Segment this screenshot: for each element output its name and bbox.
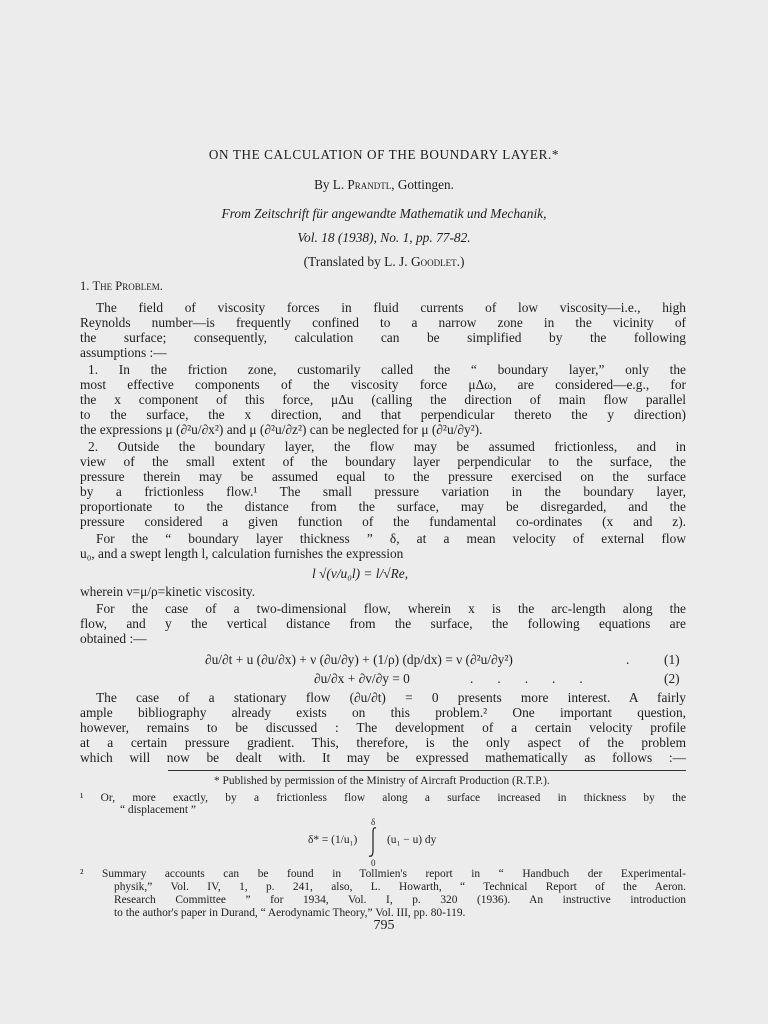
translated-prefix: (Translated by L. J. <box>303 254 408 269</box>
p3-line-2: view of the small extent of the boundary layer perpendicular to the surface, the <box>80 454 686 469</box>
p6-line-3: obtained :— <box>80 631 147 646</box>
integral-lower-limit: 0 <box>371 858 376 868</box>
equation-2-leader-dots: ..... <box>470 671 607 686</box>
p2-line-5: the expressions μ (∂²u/∂x²) and μ (∂²u/∂z²) can be neglected for μ (∂²u/∂y²). <box>80 422 483 437</box>
footnote-rule <box>168 770 686 771</box>
author-byline <box>0 177 768 193</box>
equation-1-number: (1) <box>664 652 680 667</box>
p4-line-2: u₀, and a swept length l, calculation furnishes the expression <box>80 546 404 561</box>
equation-1-dot: . <box>626 652 630 667</box>
byline-prefix: By L. <box>314 177 345 192</box>
source-line-1: From Zeitschrift für angewandte Mathematik und Mechanik, <box>221 206 547 221</box>
article-title: ON THE CALCULATION OF THE BOUNDARY LAYER.* <box>208 147 560 162</box>
p3-line-6: pressure considered a given function of the fundamental co-ordinates (x and z). <box>80 514 686 529</box>
p1-line-1: The field of viscosity forces in fluid currents of low viscosity—i.e., high <box>96 300 686 315</box>
p2-line-3: the x component of this force, μΔu (calling the direction of main flow parallel <box>80 392 686 407</box>
reynolds-expression: l √(ν/u₀l) = l/√Re, <box>312 566 409 581</box>
footnote-2-line-4: to the author's paper in Durand, “ Aerodynamic Theory,” Vol. III, pp. 80-119. <box>114 907 466 919</box>
p7-line-1: The case of a stationary flow (∂u/∂t) = 0 presents more interest. A fairly <box>96 690 686 705</box>
page-number: 795 <box>373 918 395 933</box>
source-line-2: Vol. 18 (1938), No. 1, pp. 77-82. <box>297 230 471 245</box>
p7-line-3: however, remains to be discussed : The development of a certain velocity profile <box>80 720 686 735</box>
p1-line-4: assumptions :— <box>80 345 167 360</box>
p6-line-2: flow, and y the vertical distance from the surface, the following equations are <box>80 616 686 631</box>
p1-line-3: the surface; consequently, calculation can be simplified by the following <box>80 330 686 345</box>
displacement-eq-rhs: (u₁ − u) dy <box>387 834 437 846</box>
p3-line-4: by a frictionless flow.¹ The small pressure variation in the boundary layer, <box>80 484 686 499</box>
footnote-2-line-2: physik,” Vol. IV, 1, p. 241, also, L. Howarth, “ Technical Report of the Aeron. <box>114 881 686 893</box>
p6-line-1: For the case of a two-dimensional flow, wherein x is the arc-length along the <box>96 601 686 616</box>
section-heading <box>80 279 163 294</box>
footnote-star: * Published by permission of the Ministry of Aircraft Production (R.T.P.). <box>214 775 550 787</box>
footnote-1-line-2: “ displacement ” <box>120 804 196 816</box>
section-title: The Problem. <box>92 279 163 293</box>
p7-line-2: ample bibliography already exists on this problem.² One important question, <box>80 705 686 720</box>
equation-2: ∂u/∂x + ∂v/∂y = 0 <box>314 671 410 686</box>
p2-line-1: 1. In the friction zone, customarily called the “ boundary layer,” only the <box>88 362 686 377</box>
p5-line: wherein ν=μ/ρ=kinetic viscosity. <box>80 584 256 599</box>
integral-sign-icon <box>366 826 380 858</box>
integral-upper-limit: δ <box>371 817 376 827</box>
p4-line-1: For the “ boundary layer thickness ” δ, at a mean velocity of external flow <box>96 531 686 546</box>
equation-2-number: (2) <box>664 671 680 686</box>
footnote-2-line-1: ² Summary accounts can be found in Tollmien's report in “ Handbuch der Experimental- <box>80 868 686 880</box>
author-name: Prandtl, <box>347 177 395 192</box>
translator-line <box>0 254 768 270</box>
p1-line-2: Reynolds number—is frequently confined to a narrow zone in the vicinity of <box>80 315 686 330</box>
equation-1: ∂u/∂t + u (∂u/∂x) + ν (∂u/∂y) + (1/ρ) (dp/dx) = ν (∂²u/∂y²) <box>205 652 513 667</box>
footnote-2-line-3: Research Committee ” for 1934, Vol. I, p. 320 (1936). An instructive introduction <box>114 894 686 906</box>
displacement-eq-lhs: δ* = (1/u₁) <box>308 834 358 846</box>
footnote-1-line-1: ¹ Or, more exactly, by a frictionless flow along a surface increased in thickness by the <box>80 792 686 804</box>
author-place: Gottingen. <box>397 177 454 192</box>
p7-line-4: at a certain pressure gradient. This, therefore, is the only aspect of the problem <box>80 735 686 750</box>
translator-name: Goodlet.) <box>410 254 465 269</box>
p3-line-5: proportionate to the distance from the surface, may be disregarded, and the <box>80 499 686 514</box>
p3-line-3: pressure therein may be assumed equal to the pressure exercised on the surface <box>80 469 686 484</box>
p2-line-2: most effective components of the viscosity force μΔω, are considered—e.g., for <box>80 377 686 392</box>
section-number: 1. <box>80 279 90 293</box>
p7-line-5: which will now be dealt with. It may be expressed mathematically as follows :— <box>80 750 686 765</box>
p3-line-1: 2. Outside the boundary layer, the flow may be assumed frictionless, and in <box>88 439 686 454</box>
p2-line-4: to the surface, the x direction, and that perpendicular thereto the y direction) <box>80 407 686 422</box>
